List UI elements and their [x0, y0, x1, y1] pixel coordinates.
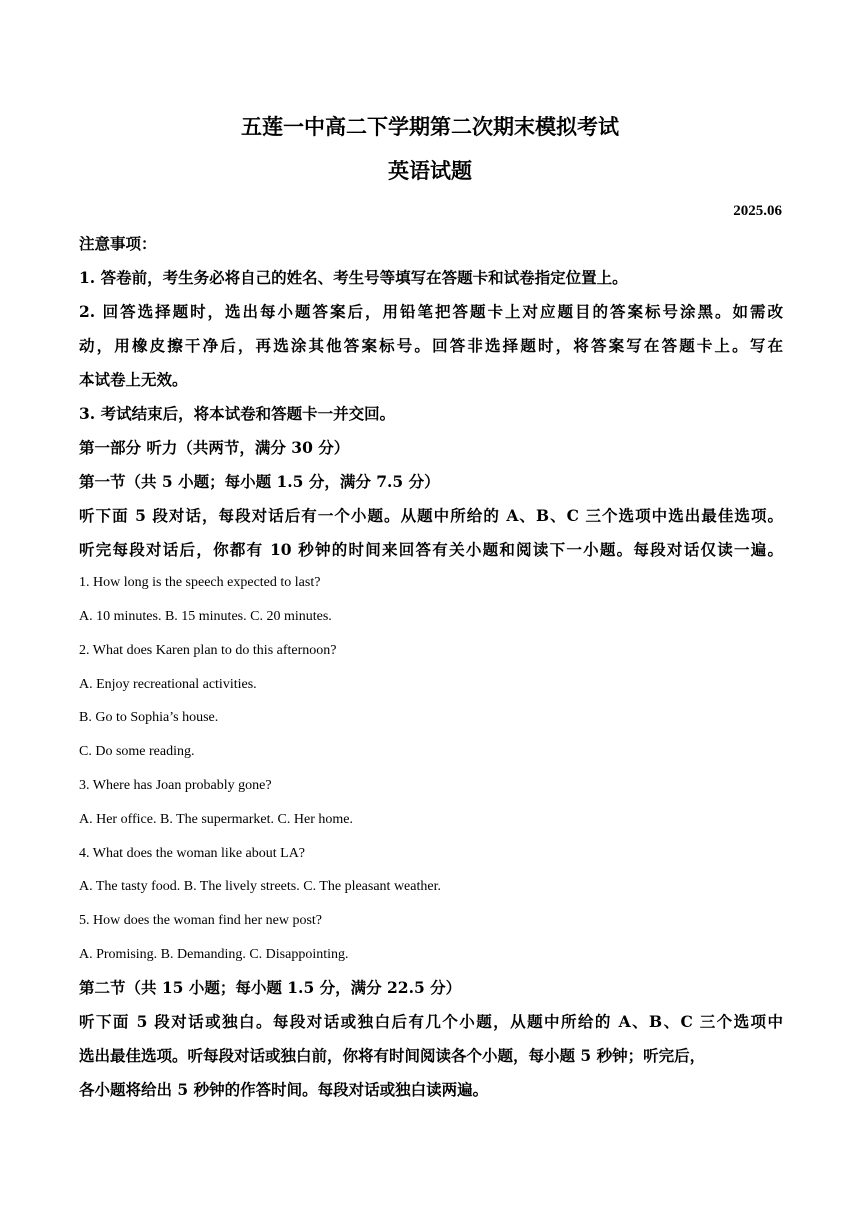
part1-heading: 第一部分 听力（共两节，满分 30 分）	[79, 438, 350, 457]
question-4: 4. What does the woman like about LA?	[79, 846, 306, 861]
section2-instruction-line-3: 各小题将给出 5 秒钟的作答时间。每段对话或独白读两遍。	[79, 1080, 489, 1099]
question-2-option-b: B. Go to Sophia’s house.	[79, 710, 219, 725]
notice-item-2-line-2: 动，用橡皮擦干净后，再选涂其他答案标号。回答非选择题时，将答案写在答题卡上。写在	[79, 336, 783, 355]
question-2-option-a: A. Enjoy recreational activities.	[79, 677, 257, 692]
notice-item-2-line-1: 2. 回答选择题时，选出每小题答案后，用铅笔把答题卡上对应题目的答案标号涂黑。如需改	[79, 302, 783, 321]
exam-title: 五莲一中高二下学期第二次期末模拟考试	[241, 114, 619, 139]
exam-date: 2025.06	[733, 203, 782, 219]
section1-heading: 第一节（共 5 小题；每小题 1.5 分，满分 7.5 分）	[79, 472, 440, 491]
exam-subtitle: 英语试题	[388, 158, 472, 183]
section1-instruction-line-2: 听完每段对话后，你都有 10 秒钟的时间来回答有关小题和阅读下一小题。每段对话仅读一遍。	[79, 540, 783, 559]
section2-instruction-line-1: 听下面 5 段对话或独白。每段对话或独白后有几个小题，从题中所给的 A、B、C 三个选项中	[79, 1012, 783, 1031]
notice-item-2-line-3: 本试卷上无效。	[79, 370, 188, 389]
section1-instruction-line-1: 听下面 5 段对话，每段对话后有一个小题。从题中所给的 A、B、C 三个选项中选出最佳选项。	[79, 506, 783, 525]
section2-heading: 第二节（共 15 小题；每小题 1.5 分，满分 22.5 分）	[79, 978, 462, 997]
question-4-options: A. The tasty food. B. The lively streets. C. The pleasant weather.	[79, 879, 441, 894]
question-3-options: A. Her office. B. The supermarket. C. Her home.	[79, 812, 353, 827]
notice-item-1: 1. 答卷前，考生务必将自己的姓名、考生号等填写在答题卡和试卷指定位置上。	[79, 268, 628, 287]
question-1: 1. How long is the speech expected to last?	[79, 575, 321, 590]
question-3: 3. Where has Joan probably gone?	[79, 778, 272, 793]
question-5-options: A. Promising. B. Demanding. C. Disappointing.	[79, 947, 349, 962]
notice-heading: 注意事项：	[79, 234, 157, 253]
section2-instruction-line-2: 选出最佳选项。听每段对话或独白前，你将有时间阅读各个小题，每小题 5 秒钟；听完后，	[79, 1046, 706, 1065]
question-2-option-c: C. Do some reading.	[79, 744, 195, 759]
question-2: 2. What does Karen plan to do this afternoon?	[79, 643, 337, 658]
question-5: 5. How does the woman find her new post?	[79, 913, 323, 928]
question-1-options: A. 10 minutes. B. 15 minutes. C. 20 minutes.	[79, 609, 332, 624]
notice-item-3: 3. 考试结束后，将本试卷和答题卡一并交回。	[79, 404, 396, 423]
